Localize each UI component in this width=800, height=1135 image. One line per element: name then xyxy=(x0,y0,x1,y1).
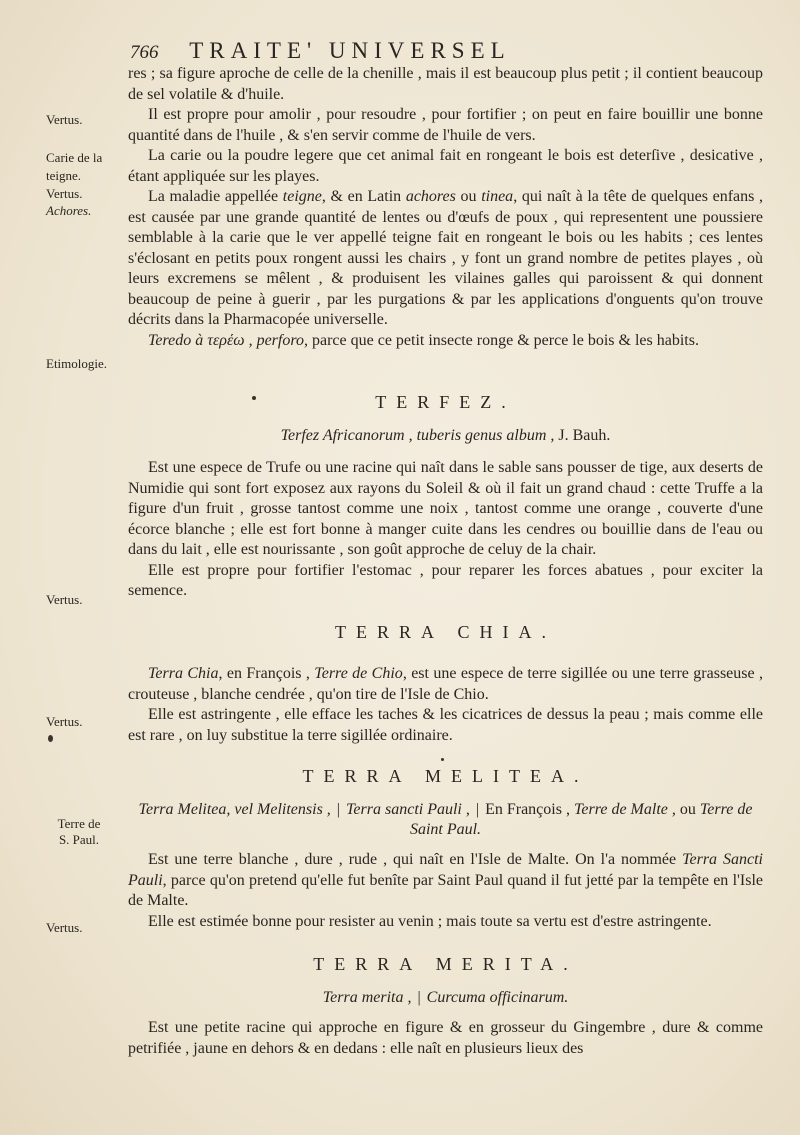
paragraph: Elle est propre pour fortifier l'estomac , pour reparer les forces abatues , pour exciter la semence. xyxy=(128,561,763,599)
section-subhead-terra-melitea: Terra Melitea, vel Melitensis , | Terra sancti Pauli , | En François , Terre de Malte , ou Terre de Saint Paul. xyxy=(138,801,753,838)
paragraph: Est une espece de Trufe ou une racine qui naît dans le sable sans pousser de tige, aux deserts de Numidie qui sont fort exposez aux rayons du Soleil & où il fait un grand chaud : cette Truffe a la figure d'un fruit , grosse tantost comme une noix , tantost comme une orange , couverte d'une écorce blanche ; elle est fort bonne à manger cuite dans les cendres ou bouillie dans de l'eau ou dans du lait , elle est nourissante , son goût approche de celuy de la chair. xyxy=(128,459,763,558)
paragraph: Elle est astringente , elle efface les taches & les cicatrices de dessus la peau ; mais comme elle est rare , on luy substitue la terre sigillée ordinaire. xyxy=(128,706,763,744)
section-subhead-terra-merita: Terra merita , | Curcuma officinarum. xyxy=(322,989,569,1006)
margin-note-etimologie: Etimologie. xyxy=(46,356,108,371)
paragraph: Est une petite racine qui approche en figure & en grosseur du Gingembre , dure & comme petrifiée , jaune en dehors & en dedans : elle naît en plusieurs lieux des xyxy=(128,1019,763,1057)
ink-speck xyxy=(252,396,256,400)
paragraph: Terra Chia, en François , Terre de Chio, est une espece de terre sigillée ou une terre grasseuse , crouteuse , blanche cendrée , qu'on tire de l'Isle de Chio. xyxy=(128,665,764,703)
text-block-teigne xyxy=(128,64,763,351)
text-block-terra-merita xyxy=(128,1018,763,1059)
margin-note-vertus: Vertus. xyxy=(46,112,83,127)
paragraph: La maladie appellée teigne, & en Latin achores ou tinea, qui naît à la tête de quelques enfans , est causée par une grande quantité de lentes ou d'œufs de poux , qui representent une poussiere semblable à la carie que le ver appellé teigne fait en rongeant le bois ou les habits ; ces lentes s'éclosant en petits poux rongent aussi les chairs , y font un grand nombre de petites playes , où leurs excremens se mêlent , & produisent les vilaines galles qui paroissent & qui donnent beaucoup de peine à guerir , par les purgations & par les applications d'onguents qu'on trouve décrits dans la Pharmacopée universelle. xyxy=(128,188,764,328)
section-heading-terra-merita: TERRA MERITA. xyxy=(313,954,578,974)
margin-note-s-paul: S. Paul. xyxy=(58,832,100,847)
paragraph: res ; sa figure aproche de celle de la chenille , mais il est beaucoup plus petit ; il contient beaucoup de sel volatile & d'huile. xyxy=(128,65,763,103)
margin-note-vertus: Vertus. xyxy=(46,592,83,607)
page-number: 766 xyxy=(130,42,159,63)
margin-note-achores: Achores. xyxy=(46,203,92,218)
section-subhead-terfez: Terfez Africanorum , tuberis genus album , J. Bauh. xyxy=(280,427,611,444)
margin-note-vertus: Vertus. xyxy=(46,920,83,935)
margin-note-carie: Carie de la xyxy=(46,150,103,165)
margin-note-terre-de: Terre de xyxy=(57,816,101,831)
paragraph: La carie ou la poudre legere que cet animal fait en rongeant le bois est deterſive , desicative , étant appliquée sur les playes. xyxy=(128,147,763,185)
paragraph: Il est propre pour amolir , pour resoudre , pour fortifier ; on peut en faire bouillir une bonne quantité dans de l'huile , & s'en servir comme de l'huile de vers. xyxy=(128,106,763,144)
paragraph: Teredo à τερέω , perforo, parce que ce petit insecte ronge & perce le bois & les habits. xyxy=(148,331,699,349)
margin-note-vertus: Vertus. xyxy=(46,186,83,201)
running-head xyxy=(130,38,670,64)
running-title: TRAITE' UNIVERSEL xyxy=(189,38,511,63)
margin-note-vertus: Vertus. xyxy=(46,714,83,729)
margin-note-teigne: teigne. xyxy=(46,168,82,183)
ink-speck xyxy=(441,758,444,761)
text-block-terra-chia xyxy=(128,664,763,746)
section-heading-terfez: TERFEZ. xyxy=(375,392,516,412)
text-block-terra-melitea xyxy=(128,850,763,932)
paragraph: Elle est estimée bonne pour resister au venin ; mais toute sa vertu est d'estre astringente. xyxy=(148,912,712,930)
section-heading-terra-melitea: TERRA MELITEA. xyxy=(302,766,589,786)
ink-speck xyxy=(48,735,53,742)
text-block-terfez xyxy=(128,458,763,602)
paragraph: Est une terre blanche , dure , rude , qui naît en l'Isle de Malte. On l'a nommée Terra Sancti Pauli, parce qu'on pretend qu'elle fut benîte par Saint Paul quand il fut jetté par la tempête en l'Isle de Malte. xyxy=(128,851,763,909)
section-heading-terra-chia: TERRA CHIA. xyxy=(334,622,556,642)
